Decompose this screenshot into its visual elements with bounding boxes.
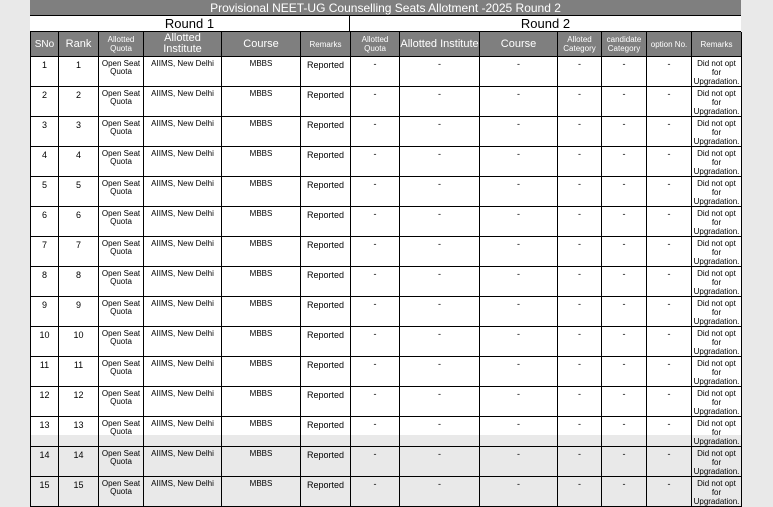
cell-r2-remarks: Did not opt for Upgradation. [692, 57, 742, 87]
table-row [31, 327, 742, 357]
cell-r2-remarks: Did not opt for Upgradation. [692, 237, 742, 267]
cell-sno: 7 [31, 237, 59, 267]
cell-rank: 1 [59, 57, 99, 87]
cell-allotted-quota: Open Seat Quota [99, 327, 144, 357]
cell-r2-allotted-institute: - [400, 57, 480, 87]
cell-r2-candidate-category: - [602, 57, 647, 87]
cell-allotted-institute: AIIMS, New Delhi [144, 117, 222, 147]
cell-r2-course: - [480, 57, 558, 87]
cell-r2-course: - [480, 147, 558, 177]
cell-r2-allotted-institute: - [400, 297, 480, 327]
cell-sno: 11 [31, 357, 59, 387]
table-row [31, 177, 742, 207]
cell-course: MBBS [222, 327, 301, 357]
header-r2-course: Course [480, 32, 558, 57]
cell-r2-allotted-quota: - [351, 177, 400, 207]
header-allotted-quota: Allotted Quota [99, 32, 144, 57]
cell-r2-course: - [480, 387, 558, 417]
cell-allotted-institute: AIIMS, New Delhi [144, 207, 222, 237]
cell-remarks: Reported [301, 297, 351, 327]
cell-r2-alloted-category: - [558, 297, 602, 327]
cell-r2-candidate-category: - [602, 117, 647, 147]
table-row [31, 87, 742, 117]
table-row [31, 57, 742, 87]
cell-course: MBBS [222, 267, 301, 297]
table-row [31, 147, 742, 177]
header-r2-candidate-category: candidate Category [602, 32, 647, 57]
cell-r2-option-no: - [647, 57, 692, 87]
cell-allotted-institute: AIIMS, New Delhi [144, 177, 222, 207]
cell-sno: 14 [31, 447, 59, 477]
cell-r2-candidate-category: - [602, 327, 647, 357]
cell-course: MBBS [222, 177, 301, 207]
cell-allotted-institute: AIIMS, New Delhi [144, 237, 222, 267]
cell-rank: 4 [59, 147, 99, 177]
header-rank: Rank [59, 32, 99, 57]
cell-rank: 13 [59, 417, 99, 447]
cell-remarks: Reported [301, 87, 351, 117]
cell-r2-option-no: - [647, 177, 692, 207]
cell-r2-alloted-category: - [558, 387, 602, 417]
cell-r2-course: - [480, 237, 558, 267]
header-r2-alloted-category: Alloted Category [558, 32, 602, 57]
cell-r2-remarks: Did not opt for Upgradation. [692, 417, 742, 447]
cell-r2-allotted-quota: - [351, 387, 400, 417]
cell-r2-allotted-quota: - [351, 447, 400, 477]
cell-allotted-quota: Open Seat Quota [99, 117, 144, 147]
cell-allotted-quota: Open Seat Quota [99, 207, 144, 237]
cell-r2-remarks: Did not opt for Upgradation. [692, 447, 742, 477]
cell-allotted-institute: AIIMS, New Delhi [144, 87, 222, 117]
cell-course: MBBS [222, 237, 301, 267]
cell-r2-course: - [480, 207, 558, 237]
table-row [31, 477, 742, 507]
cell-r2-allotted-institute: - [400, 417, 480, 447]
cell-course: MBBS [222, 117, 301, 147]
cell-r2-allotted-institute: - [400, 387, 480, 417]
cell-r2-allotted-quota: - [351, 267, 400, 297]
cell-rank: 12 [59, 387, 99, 417]
table-row [31, 387, 742, 417]
cell-rank: 15 [59, 477, 99, 507]
cell-r2-allotted-institute: - [400, 177, 480, 207]
cell-r2-alloted-category: - [558, 117, 602, 147]
cell-r2-alloted-category: - [558, 447, 602, 477]
cell-allotted-quota: Open Seat Quota [99, 357, 144, 387]
cell-allotted-institute: AIIMS, New Delhi [144, 57, 222, 87]
cell-r2-allotted-quota: - [351, 117, 400, 147]
cell-remarks: Reported [301, 447, 351, 477]
cell-r2-option-no: - [647, 327, 692, 357]
cell-r2-allotted-quota: - [351, 327, 400, 357]
cell-r2-option-no: - [647, 297, 692, 327]
cell-r2-course: - [480, 297, 558, 327]
cell-remarks: Reported [301, 117, 351, 147]
table-row [31, 297, 742, 327]
cell-r2-option-no: - [647, 417, 692, 447]
cell-r2-remarks: Did not opt for Upgradation. [692, 297, 742, 327]
cell-r2-alloted-category: - [558, 177, 602, 207]
cell-r2-alloted-category: - [558, 417, 602, 447]
cell-remarks: Reported [301, 57, 351, 87]
table-row [31, 237, 742, 267]
cell-allotted-institute: AIIMS, New Delhi [144, 387, 222, 417]
table-row [31, 267, 742, 297]
cell-remarks: Reported [301, 267, 351, 297]
cell-sno: 10 [31, 327, 59, 357]
cell-rank: 11 [59, 357, 99, 387]
cell-r2-course: - [480, 267, 558, 297]
cell-rank: 6 [59, 207, 99, 237]
cell-r2-allotted-quota: - [351, 477, 400, 507]
cell-r2-remarks: Did not opt for Upgradation. [692, 477, 742, 507]
cell-r2-remarks: Did not opt for Upgradation. [692, 147, 742, 177]
table-row [31, 117, 742, 147]
cell-allotted-quota: Open Seat Quota [99, 57, 144, 87]
cell-r2-course: - [480, 357, 558, 387]
cell-allotted-institute: AIIMS, New Delhi [144, 147, 222, 177]
cell-course: MBBS [222, 57, 301, 87]
table-row [31, 447, 742, 477]
cell-sno: 12 [31, 387, 59, 417]
header-r2-remarks: Remarks [692, 32, 742, 57]
cell-course: MBBS [222, 297, 301, 327]
cell-sno: 9 [31, 297, 59, 327]
cell-r2-alloted-category: - [558, 267, 602, 297]
cell-sno: 13 [31, 417, 59, 447]
cell-r2-candidate-category: - [602, 477, 647, 507]
cell-rank: 7 [59, 237, 99, 267]
cell-r2-alloted-category: - [558, 357, 602, 387]
cell-course: MBBS [222, 357, 301, 387]
cell-r2-allotted-quota: - [351, 417, 400, 447]
cell-sno: 5 [31, 177, 59, 207]
cell-r2-remarks: Did not opt for Upgradation. [692, 387, 742, 417]
cell-allotted-quota: Open Seat Quota [99, 87, 144, 117]
cell-r2-remarks: Did not opt for Upgradation. [692, 207, 742, 237]
cell-r2-allotted-institute: - [400, 87, 480, 117]
cell-remarks: Reported [301, 177, 351, 207]
cell-r2-alloted-category: - [558, 237, 602, 267]
cell-r2-option-no: - [647, 237, 692, 267]
cell-r2-allotted-quota: - [351, 357, 400, 387]
cell-r2-alloted-category: - [558, 207, 602, 237]
cell-r2-allotted-institute: - [400, 207, 480, 237]
document-title: Provisional NEET-UG Counselling Seats Allotment -2025 Round 2 [30, 0, 741, 16]
cell-allotted-quota: Open Seat Quota [99, 147, 144, 177]
cell-r2-candidate-category: - [602, 417, 647, 447]
cell-r2-candidate-category: - [602, 297, 647, 327]
cell-r2-option-no: - [647, 207, 692, 237]
cell-r2-alloted-category: - [558, 87, 602, 117]
cell-allotted-quota: Open Seat Quota [99, 417, 144, 447]
cell-allotted-institute: AIIMS, New Delhi [144, 297, 222, 327]
cell-r2-allotted-quota: - [351, 87, 400, 117]
cell-r2-remarks: Did not opt for Upgradation. [692, 117, 742, 147]
header-r2-allotted-quota: Allotted Quota [351, 32, 400, 57]
cell-course: MBBS [222, 447, 301, 477]
cell-r2-option-no: - [647, 267, 692, 297]
cell-r2-remarks: Did not opt for Upgradation. [692, 327, 742, 357]
cell-remarks: Reported [301, 237, 351, 267]
cell-r2-course: - [480, 327, 558, 357]
cell-r2-remarks: Did not opt for Upgradation. [692, 177, 742, 207]
cell-allotted-institute: AIIMS, New Delhi [144, 357, 222, 387]
cell-r2-alloted-category: - [558, 57, 602, 87]
header-course: Course [222, 32, 301, 57]
allotment-sheet [30, 0, 741, 506]
cell-sno: 3 [31, 117, 59, 147]
round-2-label: Round 2 [520, 16, 571, 31]
cell-r2-allotted-quota: - [351, 237, 400, 267]
cell-sno: 2 [31, 87, 59, 117]
cell-rank: 9 [59, 297, 99, 327]
cell-r2-course: - [480, 417, 558, 447]
cell-r2-option-no: - [647, 357, 692, 387]
cell-r2-allotted-institute: - [400, 477, 480, 507]
cell-remarks: Reported [301, 207, 351, 237]
cell-remarks: Reported [301, 477, 351, 507]
cell-sno: 1 [31, 57, 59, 87]
cell-r2-option-no: - [647, 387, 692, 417]
cell-r2-candidate-category: - [602, 267, 647, 297]
cell-course: MBBS [222, 207, 301, 237]
cell-r2-option-no: - [647, 477, 692, 507]
cell-sno: 8 [31, 267, 59, 297]
round-header-row [30, 16, 741, 32]
cell-rank: 3 [59, 117, 99, 147]
cell-allotted-quota: Open Seat Quota [99, 387, 144, 417]
cell-r2-remarks: Did not opt for Upgradation. [692, 87, 742, 117]
cell-allotted-institute: AIIMS, New Delhi [144, 477, 222, 507]
cell-r2-option-no: - [647, 87, 692, 117]
cell-rank: 8 [59, 267, 99, 297]
cell-r2-allotted-quota: - [351, 57, 400, 87]
cell-sno: 6 [31, 207, 59, 237]
cell-r2-candidate-category: - [602, 357, 647, 387]
cell-r2-remarks: Did not opt for Upgradation. [692, 357, 742, 387]
cell-course: MBBS [222, 477, 301, 507]
allotment-table [30, 32, 742, 507]
cell-course: MBBS [222, 87, 301, 117]
cell-allotted-quota: Open Seat Quota [99, 177, 144, 207]
cell-r2-course: - [480, 87, 558, 117]
cell-r2-allotted-institute: - [400, 117, 480, 147]
cell-r2-alloted-category: - [558, 327, 602, 357]
cell-remarks: Reported [301, 327, 351, 357]
cell-r2-allotted-institute: - [400, 237, 480, 267]
cell-allotted-quota: Open Seat Quota [99, 237, 144, 267]
cell-allotted-quota: Open Seat Quota [99, 447, 144, 477]
column-header-row [31, 32, 742, 57]
cell-r2-allotted-institute: - [400, 357, 480, 387]
table-row [31, 207, 742, 237]
header-sno: SNo [31, 32, 59, 57]
cell-allotted-institute: AIIMS, New Delhi [144, 417, 222, 447]
cell-r2-candidate-category: - [602, 147, 647, 177]
cell-r2-allotted-institute: - [400, 447, 480, 477]
table-row [31, 417, 742, 447]
round-1-label: Round 1 [30, 16, 350, 31]
cell-remarks: Reported [301, 357, 351, 387]
cell-r2-candidate-category: - [602, 207, 647, 237]
cell-r2-alloted-category: - [558, 147, 602, 177]
header-r2-option-no: option No. [647, 32, 692, 57]
cell-r2-course: - [480, 117, 558, 147]
cell-r2-course: - [480, 177, 558, 207]
cell-r2-candidate-category: - [602, 387, 647, 417]
cell-allotted-quota: Open Seat Quota [99, 267, 144, 297]
cell-rank: 5 [59, 177, 99, 207]
header-remarks: Remarks [301, 32, 351, 57]
cell-allotted-quota: Open Seat Quota [99, 477, 144, 507]
cell-r2-course: - [480, 447, 558, 477]
cell-course: MBBS [222, 417, 301, 447]
cell-allotted-quota: Open Seat Quota [99, 297, 144, 327]
cell-rank: 10 [59, 327, 99, 357]
cell-sno: 15 [31, 477, 59, 507]
cell-allotted-institute: AIIMS, New Delhi [144, 327, 222, 357]
cell-rank: 14 [59, 447, 99, 477]
cell-allotted-institute: AIIMS, New Delhi [144, 267, 222, 297]
cell-r2-option-no: - [647, 147, 692, 177]
cell-r2-candidate-category: - [602, 87, 647, 117]
cell-r2-allotted-quota: - [351, 147, 400, 177]
cell-r2-alloted-category: - [558, 477, 602, 507]
cell-course: MBBS [222, 147, 301, 177]
cell-r2-candidate-category: - [602, 237, 647, 267]
header-allotted-institute: Allotted Institute [144, 32, 222, 57]
cell-r2-candidate-category: - [602, 447, 647, 477]
cell-remarks: Reported [301, 417, 351, 447]
cell-course: MBBS [222, 387, 301, 417]
cell-r2-option-no: - [647, 447, 692, 477]
cell-r2-allotted-quota: - [351, 297, 400, 327]
cell-r2-remarks: Did not opt for Upgradation. [692, 267, 742, 297]
cell-sno: 4 [31, 147, 59, 177]
cell-r2-allotted-quota: - [351, 207, 400, 237]
cell-remarks: Reported [301, 147, 351, 177]
cell-r2-option-no: - [647, 117, 692, 147]
table-row [31, 357, 742, 387]
cell-r2-allotted-institute: - [400, 267, 480, 297]
cell-r2-allotted-institute: - [400, 327, 480, 357]
cell-r2-candidate-category: - [602, 177, 647, 207]
cell-allotted-institute: AIIMS, New Delhi [144, 447, 222, 477]
cell-r2-course: - [480, 477, 558, 507]
cell-r2-allotted-institute: - [400, 147, 480, 177]
cell-rank: 2 [59, 87, 99, 117]
header-r2-allotted-institute: Allotted Institute [400, 32, 480, 57]
cell-remarks: Reported [301, 387, 351, 417]
